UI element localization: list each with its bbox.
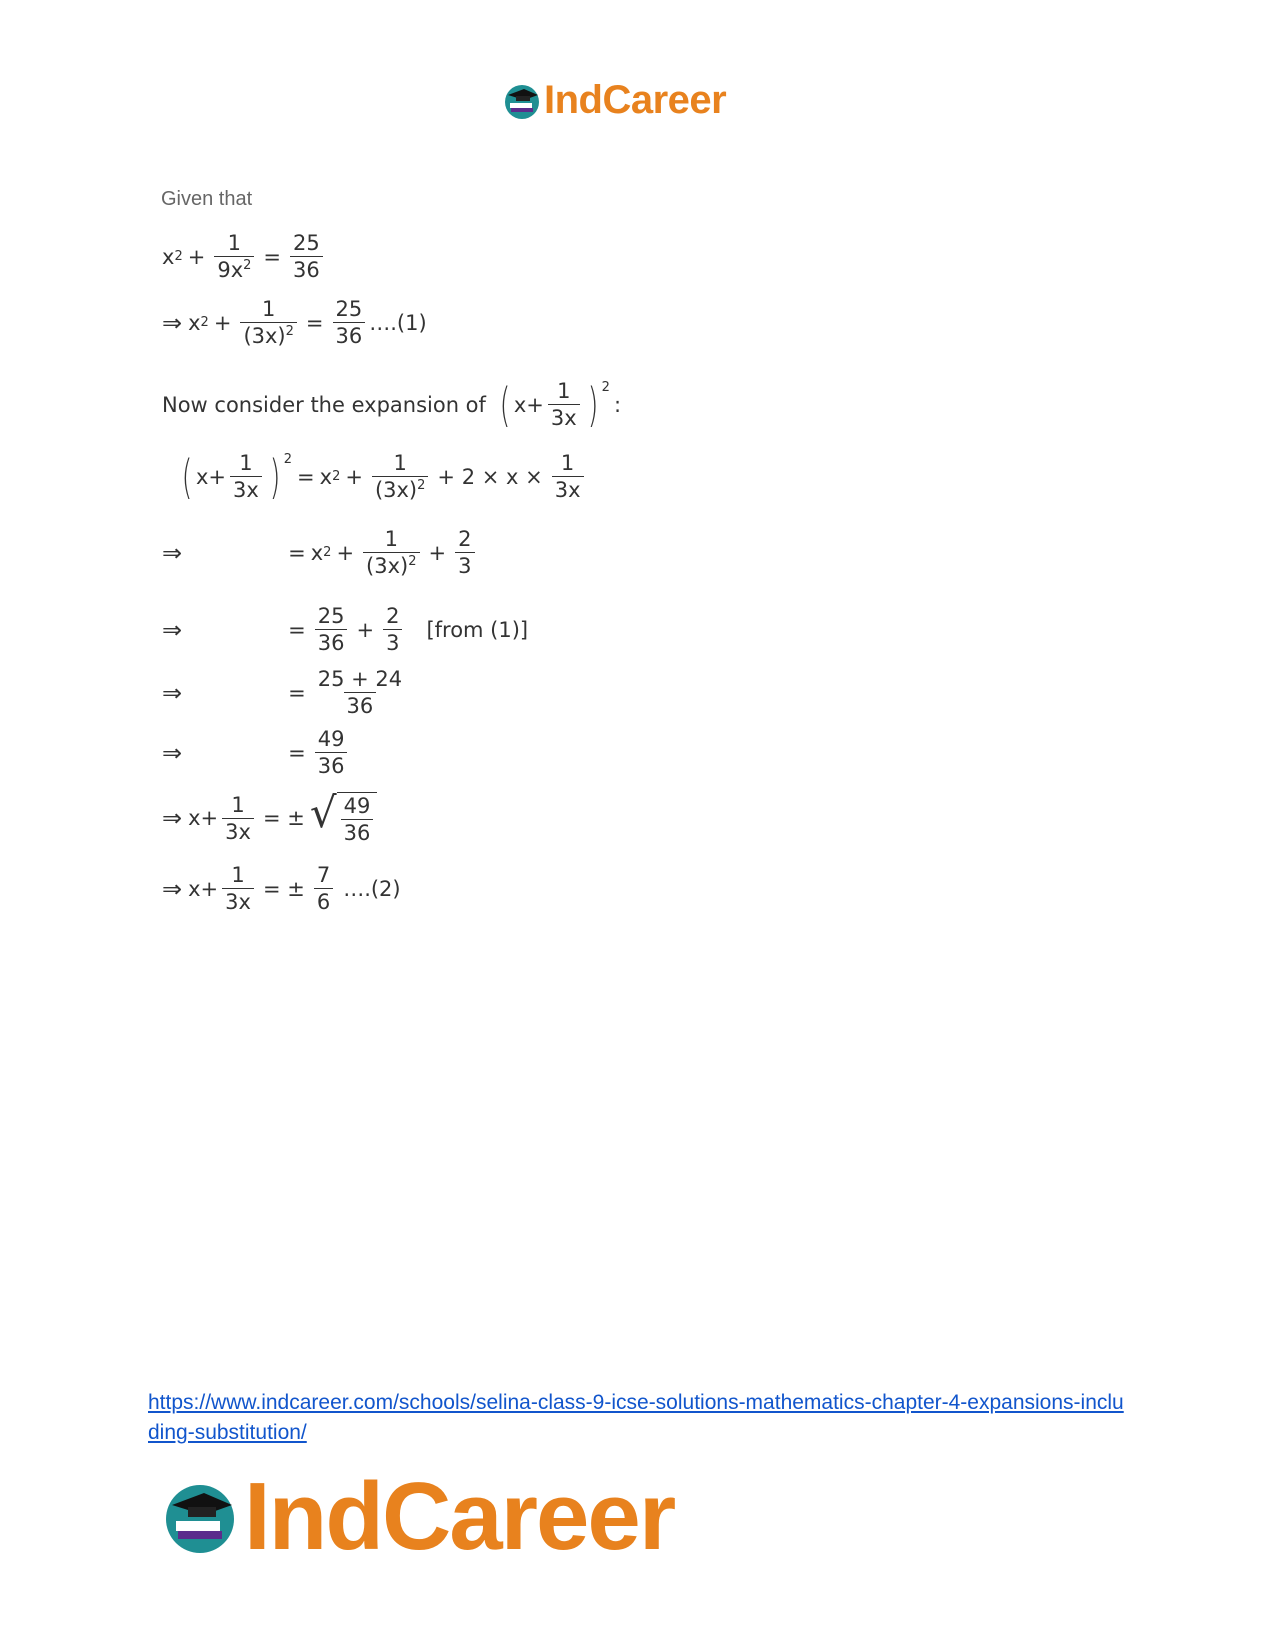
fraction: $\frac{1}{3x}$ bbox=[552, 452, 584, 501]
implies-arrow: ⇒ bbox=[162, 678, 183, 707]
fraction: $\frac{1}{3x}$ bbox=[230, 452, 262, 501]
implies-arrow: ⇒ bbox=[162, 538, 183, 567]
fraction: $\frac{1}{9x^2}$ bbox=[214, 232, 254, 281]
graduation-cap-icon bbox=[502, 81, 542, 121]
fraction: $\frac{1}{3x}$ bbox=[222, 794, 254, 843]
fraction: $\frac{1}{3x}$ bbox=[548, 380, 580, 429]
fraction: $\frac{1}{(3x)^2}$ bbox=[372, 452, 428, 501]
logo-header bbox=[502, 78, 726, 123]
equation-line-8: ⇒ = $\frac{49}{36}$ bbox=[162, 728, 351, 777]
fraction: $\frac{25}{36}$ bbox=[290, 232, 323, 281]
fraction: $\frac{1}{(3x)^2}$ bbox=[363, 528, 419, 577]
fraction: $\frac{25}{36}$ bbox=[315, 605, 348, 654]
brand-name: IndCareer bbox=[544, 78, 727, 122]
implies-arrow: ⇒ bbox=[162, 615, 183, 644]
equation-line-10: ⇒ x+ $\frac{1}{3x}$ = ± $\frac{7}{6}$ ….(2) bbox=[162, 863, 401, 915]
implies-arrow: ⇒ bbox=[162, 874, 183, 903]
reference-note: [from (1)] bbox=[426, 617, 529, 642]
implies-arrow: ⇒ bbox=[162, 804, 183, 833]
brand-name: IndCareer bbox=[244, 1463, 675, 1570]
given-heading: Given that bbox=[161, 188, 253, 210]
fraction: $\frac{1}{3x}$ bbox=[222, 864, 254, 913]
implies-arrow: ⇒ bbox=[162, 308, 183, 337]
fraction: $\frac{2}{3}$ bbox=[455, 528, 474, 577]
equation-line-2: ⇒ x 2 + $\frac{1}{(3x)^2}$ = $\frac{25}{36}$ ….(1) bbox=[162, 297, 427, 349]
logo-footer bbox=[160, 1462, 674, 1572]
equation-line-1: x 2 + $\frac{1}{9x^2}$ = $\frac{25}{36}$ bbox=[162, 232, 327, 281]
fraction: $\frac{2}{3}$ bbox=[383, 605, 402, 654]
fraction: $\frac{7}{6}$ bbox=[314, 864, 333, 913]
fraction: $\frac{25 + 24}{36}$ bbox=[317, 667, 403, 719]
fraction: $\frac{49}{36}$ bbox=[341, 795, 374, 844]
equation-line-5: ⇒ = x 2 + $\frac{1}{(3x)^2}$ + $\frac{2}{3}$ bbox=[162, 528, 479, 577]
equation-line-4: ( x+ $\frac{1}{3x}$ ) $^2$ = x 2 + $\frac{1}{(3x)^2}$ + 2 × x × $\frac{1}{3x}$ bbox=[178, 452, 588, 501]
equation-line-6: ⇒ = $\frac{25}{36}$ + $\frac{2}{3}$ [from (1)] bbox=[162, 604, 529, 656]
square-root: √ $\frac{49}{36}$ bbox=[310, 792, 378, 844]
expansion-intro: Now consider the expansion of ( x+ $\frac{1}{3x}$ ) $^2$ : bbox=[162, 377, 622, 432]
equation-tag: ….(2) bbox=[343, 876, 401, 901]
graduation-cap-icon bbox=[160, 1477, 240, 1557]
source-url-link[interactable]: https://www.indcareer.com/schools/selina-class-9-icse-solutions-mathematics-chapter-4-expansions-including-substitution/ bbox=[148, 1391, 1124, 1444]
equation-line-7: ⇒ = $\frac{25 + 24}{36}$ bbox=[162, 668, 409, 717]
implies-arrow: ⇒ bbox=[162, 738, 183, 767]
fraction: $\frac{1}{(3x)^2}$ bbox=[240, 298, 296, 347]
fraction: $\frac{49}{36}$ bbox=[315, 728, 348, 777]
fraction: $\frac{25}{36}$ bbox=[333, 298, 366, 347]
equation-line-9: ⇒ x+ $\frac{1}{3x}$ = ± √ $\frac{49}{36}$ bbox=[162, 792, 377, 844]
equation-tag: ….(1) bbox=[369, 310, 427, 335]
